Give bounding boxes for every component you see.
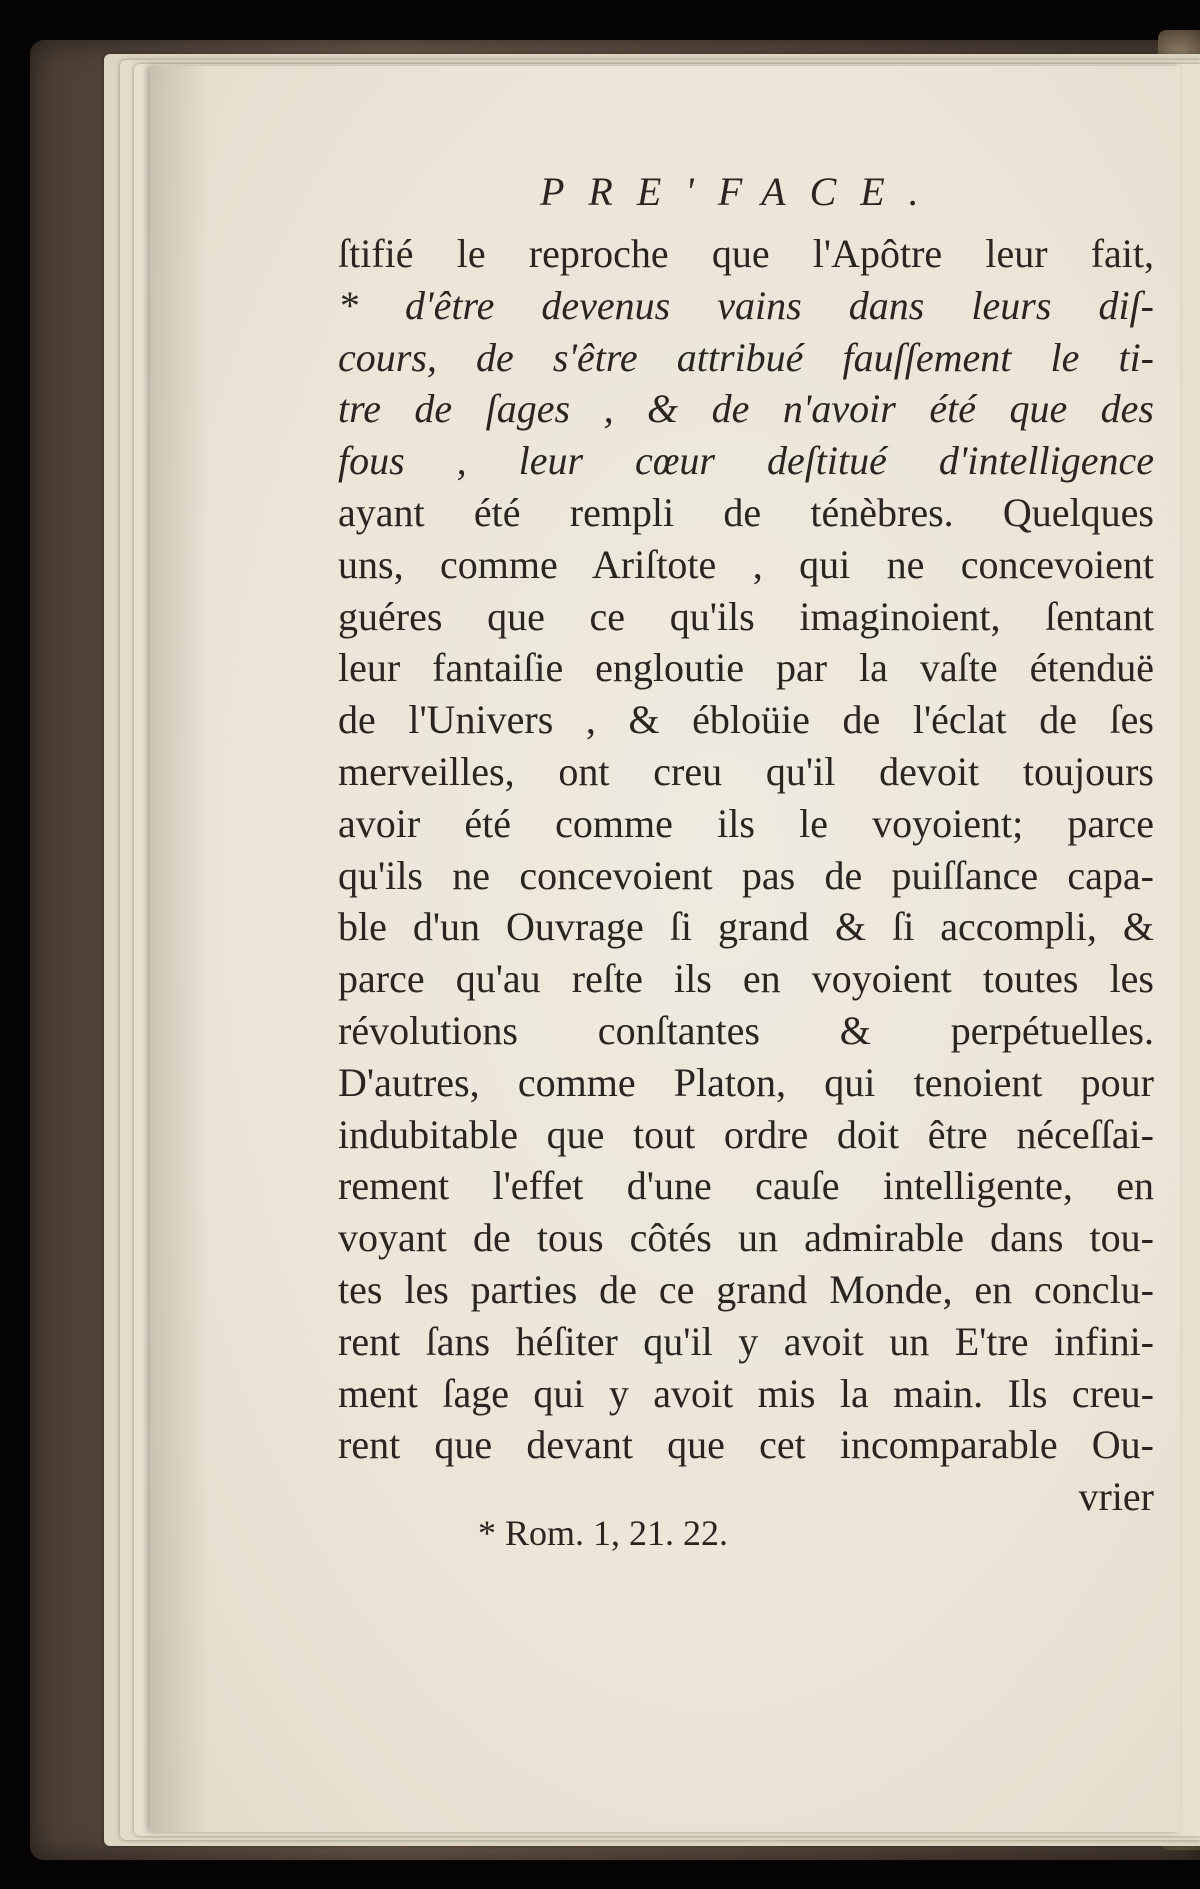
text-line: rement l'effet d'une cauſe intelligente, en — [338, 1163, 1154, 1209]
text-line: voyant de tous côtés un admirable dans tou- — [338, 1215, 1154, 1261]
body-text — [338, 228, 1154, 1523]
text-line: leur fantaiſie engloutie par la vaſte étenduë — [338, 645, 1154, 691]
text-line: avoir été comme ils le voyoient; parce — [338, 800, 1154, 846]
text-line: parce qu'au reſte ils en voyoient toutes les — [338, 956, 1154, 1002]
text-line: tre de ſages , & de n'avoir été que des — [338, 386, 1154, 432]
text-line: * d'être devenus vains dans leurs diſ- — [338, 282, 1154, 328]
text-line: rent ſans héſiter qu'il y avoit un E'tre infini- — [338, 1318, 1154, 1364]
text-line: ment ſage qui y avoit mis la main. Ils creu- — [338, 1370, 1154, 1416]
text-line: qu'ils ne concevoient pas de puiſſance capa- — [338, 852, 1154, 898]
text-line: tes les parties de ce grand Monde, en conclu- — [338, 1266, 1154, 1312]
text-line: merveilles, ont creu qu'il devoit toujours — [338, 748, 1154, 794]
text-line: guéres que ce qu'ils imaginoient, ſentant — [338, 593, 1154, 639]
text-line: ſtifié le reproche que l'Apôtre leur fait, — [338, 231, 1154, 276]
text-line: vrier — [1078, 1474, 1154, 1520]
text-line: ble d'un Ouvrage ſi grand & ſi accompli, & — [338, 904, 1154, 950]
gutter-shadow — [150, 66, 210, 1832]
footnote: * Rom. 1, 21. 22. — [478, 1513, 729, 1553]
text-line: cours, de s'être attribué fauſſement le ti- — [338, 334, 1154, 380]
text-line: révolutions conſtantes & perpétuelles. — [338, 1007, 1154, 1053]
text-line: rent que devant que cet incomparable Ou- — [338, 1422, 1154, 1468]
running-header: PRE'FACE. — [540, 169, 943, 214]
text-line: de l'Univers , & ébloüie de l'éclat de ſes — [338, 697, 1154, 743]
text-line: fous , leur cœur deſtitué d'intelligence — [338, 438, 1154, 484]
text-line: uns, comme Ariſtote , qui ne concevoient — [338, 541, 1154, 587]
text-line: indubitable que tout ordre doit être néceſſai- — [338, 1111, 1154, 1157]
text-line: ayant été rempli de ténèbres. Quelques — [338, 489, 1154, 535]
text-line: D'autres, comme Platon, qui tenoient pour — [338, 1059, 1154, 1105]
